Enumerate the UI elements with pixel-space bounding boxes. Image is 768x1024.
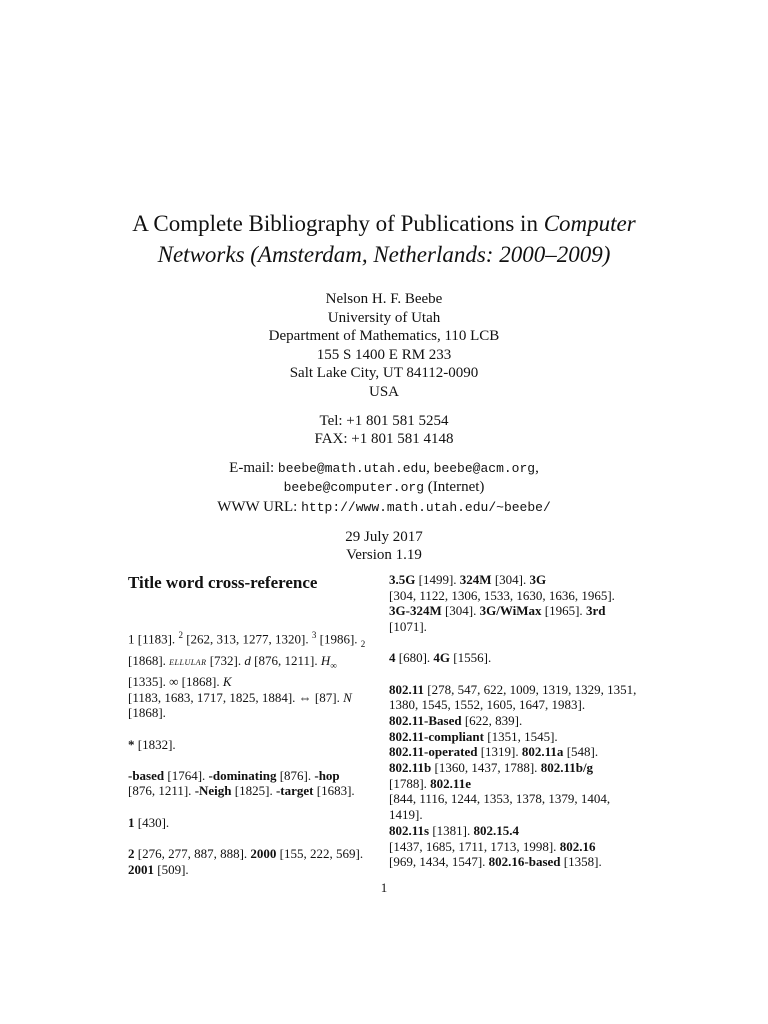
entry-refs: [876, 1211]. — [128, 783, 195, 799]
right-column — [389, 572, 639, 885]
entry-term: 802.16 — [559, 838, 596, 854]
entry-refs: [1683]. — [313, 783, 355, 799]
entry-text: [1183, 1683, 1717, 1825, 1884]. ⇔ [87]. — [128, 689, 344, 705]
entry-refs: [304]. — [491, 572, 530, 587]
document-title — [0, 208, 768, 270]
author-email-line-2 — [0, 478, 768, 498]
entry-refs: [155, 222, 569]. — [276, 845, 364, 861]
entry-text: [732]. — [206, 652, 245, 668]
entry-refs: [1788]. — [389, 775, 431, 791]
entry-term: 3.5G — [389, 572, 416, 587]
entry-refs: [1351, 1545]. — [483, 728, 558, 744]
entry-italic: d — [244, 652, 251, 668]
entry-refs: [844, 1116, 1244, 1353, 1378, 1379, 1404, 1419]. — [389, 791, 611, 823]
entry-term: -target — [275, 783, 314, 799]
index-entry-symbols — [128, 628, 366, 721]
index-entry-3 — [389, 572, 639, 635]
email-link-3[interactable]: beebe@computer.org — [283, 480, 425, 496]
entry-term: 3G — [529, 572, 547, 587]
entry-text: [1868]. — [128, 652, 170, 668]
entry-term: 2 — [128, 845, 135, 861]
entry-term: 802.11e — [430, 775, 471, 791]
author-email — [0, 459, 768, 479]
entry-refs: [304]. — [441, 603, 480, 619]
title-line-2 — [0, 239, 768, 270]
title-italic-2: Networks (Amsterdam, Netherlands: 2000–2009) — [157, 242, 611, 267]
entry-italic: K — [222, 673, 232, 689]
entry-term: 802.11-Based — [389, 712, 462, 728]
author-affiliation: University of Utah — [327, 309, 441, 326]
title-italic-1: Computer — [543, 211, 636, 236]
title-line-1 — [0, 208, 768, 239]
entry-refs: [1965]. — [541, 603, 586, 619]
email-sep: , — [426, 459, 434, 476]
entry-text: 1 [1183]. — [128, 631, 179, 647]
entry-refs: [548]. — [563, 744, 599, 760]
entry-refs: [622, 839]. — [461, 712, 523, 728]
author-department: Department of Mathematics, 110 LCB — [268, 328, 500, 345]
entry-refs: [1556]. — [450, 650, 492, 666]
entry-refs: [1319]. — [477, 744, 522, 760]
left-column — [128, 572, 366, 893]
entry-refs: [1360, 1437, 1788]. — [431, 760, 541, 776]
entry-refs: [876]. — [276, 767, 315, 783]
entry-sub: 2 — [360, 638, 366, 649]
entry-term: 2001 — [128, 861, 154, 877]
entry-term: 802.11s — [389, 822, 430, 838]
index-entry-2 — [128, 846, 366, 877]
entry-refs: [1071]. — [389, 619, 427, 635]
entry-sup: 3 — [311, 630, 317, 640]
index-entry-802 — [389, 682, 639, 870]
entry-refs: [1499]. — [415, 572, 460, 587]
entry-term: 802.11-operated — [389, 744, 478, 760]
entry-refs: [1825]. — [231, 783, 276, 799]
entry-term: 802.11b/g — [540, 760, 594, 776]
entry-refs: [276, 277, 887, 888]. — [134, 845, 251, 861]
index-entry-hyphen — [128, 768, 366, 799]
index-entry-4 — [389, 650, 639, 666]
entry-term: 802.11-compliant — [389, 728, 484, 744]
entry-refs: [430]. — [134, 814, 170, 830]
entry-term: -hop — [314, 767, 340, 783]
index-entry-asterisk — [128, 737, 366, 753]
entry-term: 4G — [433, 650, 451, 666]
entry-sub: ∞ — [330, 660, 337, 671]
entry-text: [1986]. — [316, 631, 361, 647]
author-tel: Tel: +1 801 581 5254 — [319, 412, 449, 429]
entry-term: 1 — [128, 814, 135, 830]
title-plain: A Complete Bibliography of Publications in — [132, 211, 544, 236]
entry-italic: H — [320, 652, 331, 668]
author-block — [0, 290, 768, 565]
page-number: 1 — [380, 880, 388, 895]
entry-term: -based — [128, 767, 165, 783]
entry-term: 802.11b — [389, 760, 432, 776]
entry-term: 802.11a — [521, 744, 564, 760]
entry-text: [1868]. — [128, 705, 166, 721]
entry-term: 3G/WiMax — [479, 603, 542, 619]
entry-term: 802.11 — [389, 681, 425, 697]
document-date: 29 July 2017 — [345, 528, 423, 545]
entry-text: [1335]. ∞ [1868]. — [128, 673, 223, 689]
author-fax: FAX: +1 801 581 4148 — [314, 431, 454, 448]
entry-text: [876, 1211]. — [250, 652, 321, 668]
entry-term: 2000 — [250, 845, 277, 861]
entry-term: 802.15.4 — [473, 822, 520, 838]
entry-refs: [1358]. — [560, 854, 602, 870]
entry-italic: N — [343, 689, 352, 705]
email-label: E-mail: — [229, 459, 278, 476]
entry-term: 3G-324M — [389, 603, 442, 619]
entry-term: -dominating — [208, 767, 277, 783]
entry-term: -Neigh — [194, 783, 232, 799]
email-link-1[interactable]: beebe@math.utah.edu — [277, 460, 427, 476]
entry-refs: [304, 1122, 1306, 1533, 1630, 1636, 1965]. — [389, 587, 615, 603]
www-link[interactable]: http://www.math.utah.edu/~beebe/ — [301, 499, 551, 515]
author-www — [0, 498, 768, 518]
index-entry-1 — [128, 815, 366, 831]
document-version: Version 1.19 — [346, 547, 422, 564]
entry-term: 4 — [389, 650, 396, 666]
entry-term: 324M — [459, 572, 492, 587]
entry-refs: [1437, 1685, 1711, 1713, 1998]. — [389, 838, 560, 854]
entry-term: * — [128, 736, 135, 752]
section-heading: Title word cross-reference — [128, 573, 318, 592]
email-link-2[interactable]: beebe@acm.org — [433, 460, 536, 476]
entry-refs: [680]. — [395, 650, 434, 666]
entry-term: 3rd — [585, 603, 606, 619]
entry-smallcaps: ELLULAR — [169, 657, 207, 667]
email-suffix: (Internet) — [424, 479, 485, 496]
www-label: WWW URL: — [217, 498, 302, 515]
entry-term: 802.16-based — [488, 854, 561, 870]
author-city: Salt Lake City, UT 84112-0090 — [289, 365, 479, 382]
entry-sup: 2 — [178, 630, 183, 640]
entry-refs: [1764]. — [164, 767, 209, 783]
entry-text: [262, 313, 1277, 1320]. — [182, 631, 312, 647]
entry-refs: [278, 547, 622, 1009, 1319, 1329, 1351, 1380, 1545, 1552, 1605, 1647, 1983]. — [389, 681, 637, 713]
author-street: 155 S 1400 E RM 233 — [316, 346, 452, 363]
author-country: USA — [368, 383, 399, 400]
entry-refs: [969, 1434, 1547]. — [389, 854, 489, 870]
entry-refs: [509]. — [154, 861, 189, 877]
author-name: Nelson H. F. Beebe — [325, 291, 443, 307]
entry-refs: [1832]. — [134, 736, 176, 752]
entry-refs: [1381]. — [429, 822, 474, 838]
email-comma: , — [535, 459, 539, 476]
